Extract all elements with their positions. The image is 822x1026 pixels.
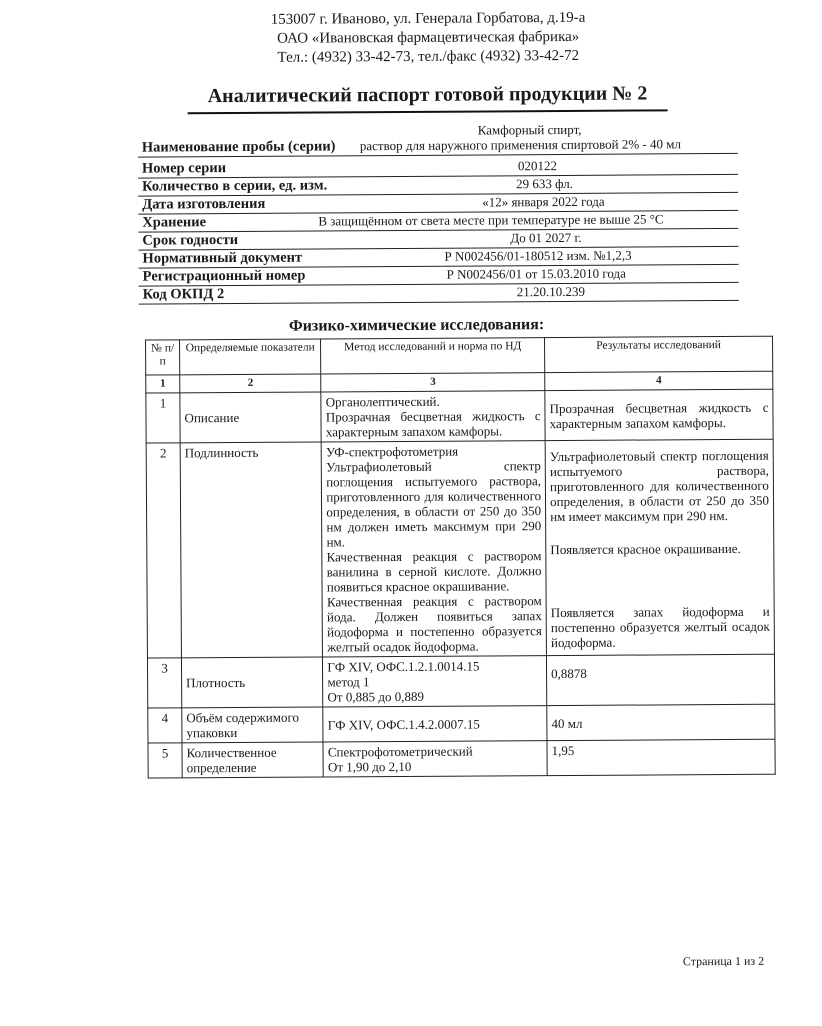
row-num: 3: [147, 658, 181, 708]
field-value: Р N002456/01-180512 изм. №1,2,3: [444, 247, 632, 264]
phones-line: Тел.: (4932) 33-42-73, тел./факс (4932) 33-42-72: [277, 47, 580, 66]
table-header-row: [146, 336, 773, 375]
row-result: [545, 389, 773, 440]
field-value: 21.20.10.239: [516, 283, 586, 300]
row-indicator: Плотность: [181, 657, 323, 708]
field-label: Код ОКПД 2: [142, 286, 225, 303]
page-number: Страница 1 из 2: [682, 953, 765, 969]
method-text: ГФ XIV, ОФС.1.4.2.0007.15: [327, 716, 480, 732]
result-text: Прозрачная бесцветная жидкость с характерным запахом камфоры.: [549, 399, 769, 431]
method-text: Органолептический.: [325, 393, 440, 410]
field-label: Дата изготовления: [142, 195, 266, 213]
table-row: [146, 389, 773, 443]
result-text: 1,95: [551, 742, 575, 759]
row-indicator: Объём содержимого упаковки: [182, 707, 323, 743]
field-value: Камфорный спирт,: [477, 121, 582, 138]
field-value: Р N002456/01 от 15.03.2010 года: [446, 265, 626, 282]
row-method: [323, 656, 547, 707]
row-result: [545, 439, 774, 655]
result-text: Появляется красное окрашивание.: [550, 540, 741, 558]
row-result: [547, 704, 775, 740]
section-title: Физико-химические исследования:: [288, 316, 545, 335]
field-value: «12» января 2022 года: [482, 193, 605, 210]
field-label: Регистрационный номер: [142, 267, 306, 285]
field-label: Хранение: [142, 214, 207, 231]
field-value: раствор для наружного применения спиртовой 2% - 40 мл: [359, 136, 681, 154]
letterhead: [0, 7, 819, 69]
result-text: 0,8878: [551, 665, 587, 682]
method-text: Качественная реакция с раствором ванилина в серной кислоте. Должно появиться красное окрашивание.: [326, 548, 542, 595]
row-num: 2: [146, 443, 181, 658]
research-table: [145, 336, 776, 779]
col-header-result: Результаты исследований: [545, 336, 773, 372]
table-row: [147, 654, 774, 708]
table-row: [146, 439, 774, 658]
company-line: ОАО «Ивановская фармацевтическая фабрика»: [277, 28, 580, 47]
table-row: [148, 739, 775, 778]
row-indicator: Количественное определение: [182, 742, 323, 778]
row-method: [323, 741, 547, 777]
row-num: 1: [146, 393, 180, 443]
row-num: 4: [148, 708, 182, 743]
col-header-num: № п/п: [146, 340, 180, 375]
result-text: 40 мл: [551, 715, 583, 731]
field-label: Номер серии: [141, 160, 227, 177]
method-text: От 0,885 до 0,889: [327, 688, 424, 705]
address-line: 153007 г. Иваново, ул. Генерала Горбатова, д.19-а: [270, 9, 586, 28]
col-header-indicator: Определяемые показатели: [180, 339, 321, 375]
row-result: [547, 739, 775, 775]
row-method: [323, 706, 547, 742]
row-num: 5: [148, 743, 182, 778]
col-number: 3: [321, 373, 545, 392]
row-method: [321, 391, 545, 442]
field-value: В защищённом от света месте при температуре не выше 25 °С: [318, 211, 664, 229]
method-text: Спектрофотометрический: [327, 743, 473, 760]
col-header-method: Метод исследований и норма по НД: [321, 338, 545, 374]
row-indicator: Описание: [180, 392, 322, 443]
method-text: метод 1: [327, 674, 370, 690]
col-number: 2: [180, 374, 321, 393]
field-label: Срок годности: [142, 231, 239, 249]
method-text: ГФ XIV, ОФС.1.2.1.0014.15: [327, 658, 480, 675]
field-sample-name: [138, 121, 738, 158]
row-indicator: Подлинность: [180, 442, 323, 658]
result-text: Появляется запах йодоформа и постепенно образуется желтый осадок йодоформа.: [550, 603, 770, 651]
field-label: Количество в серии, ед. изм.: [142, 177, 328, 195]
document-title: Аналитический паспорт готовой продукции № 2: [187, 82, 667, 114]
method-text: От 1,90 до 2,10: [327, 758, 412, 775]
row-result: [547, 654, 775, 705]
field-value: 020122: [517, 158, 558, 174]
method-text: УФ-спектрофотометрия: [325, 443, 459, 460]
col-number: 4: [545, 371, 773, 390]
field-value: 29 633 фл.: [516, 175, 573, 192]
result-text: Ультрафиолетовый спектр поглощения испытуемого раствора, приготовленного для количественного определения, в области от 250 до 350 нм имеет максимум при 290 нм.: [549, 447, 770, 525]
table-row: [148, 704, 775, 743]
field-label: Нормативный документ: [142, 249, 303, 267]
col-number: 1: [146, 375, 180, 393]
row-method: [321, 441, 546, 657]
method-text: Ультрафиолетовый спектр поглощения испытуемого раствора, приготовленного для количественного определения, в области от 250 до 350 нм должен иметь максимум при 290 нм.: [326, 458, 542, 550]
field-label: Наименование пробы (серии): [141, 138, 336, 156]
field-value: До 01 2027 г.: [510, 229, 582, 246]
method-text: Прозрачная бесцветная жидкость с характерным запахом камфоры.: [325, 408, 541, 440]
field-okpd: [139, 282, 739, 305]
method-text: Качественная реакция с раствором йода. Должен появиться запах йодоформа и постепенно образуется желтый осадок йодоформа.: [326, 593, 542, 655]
